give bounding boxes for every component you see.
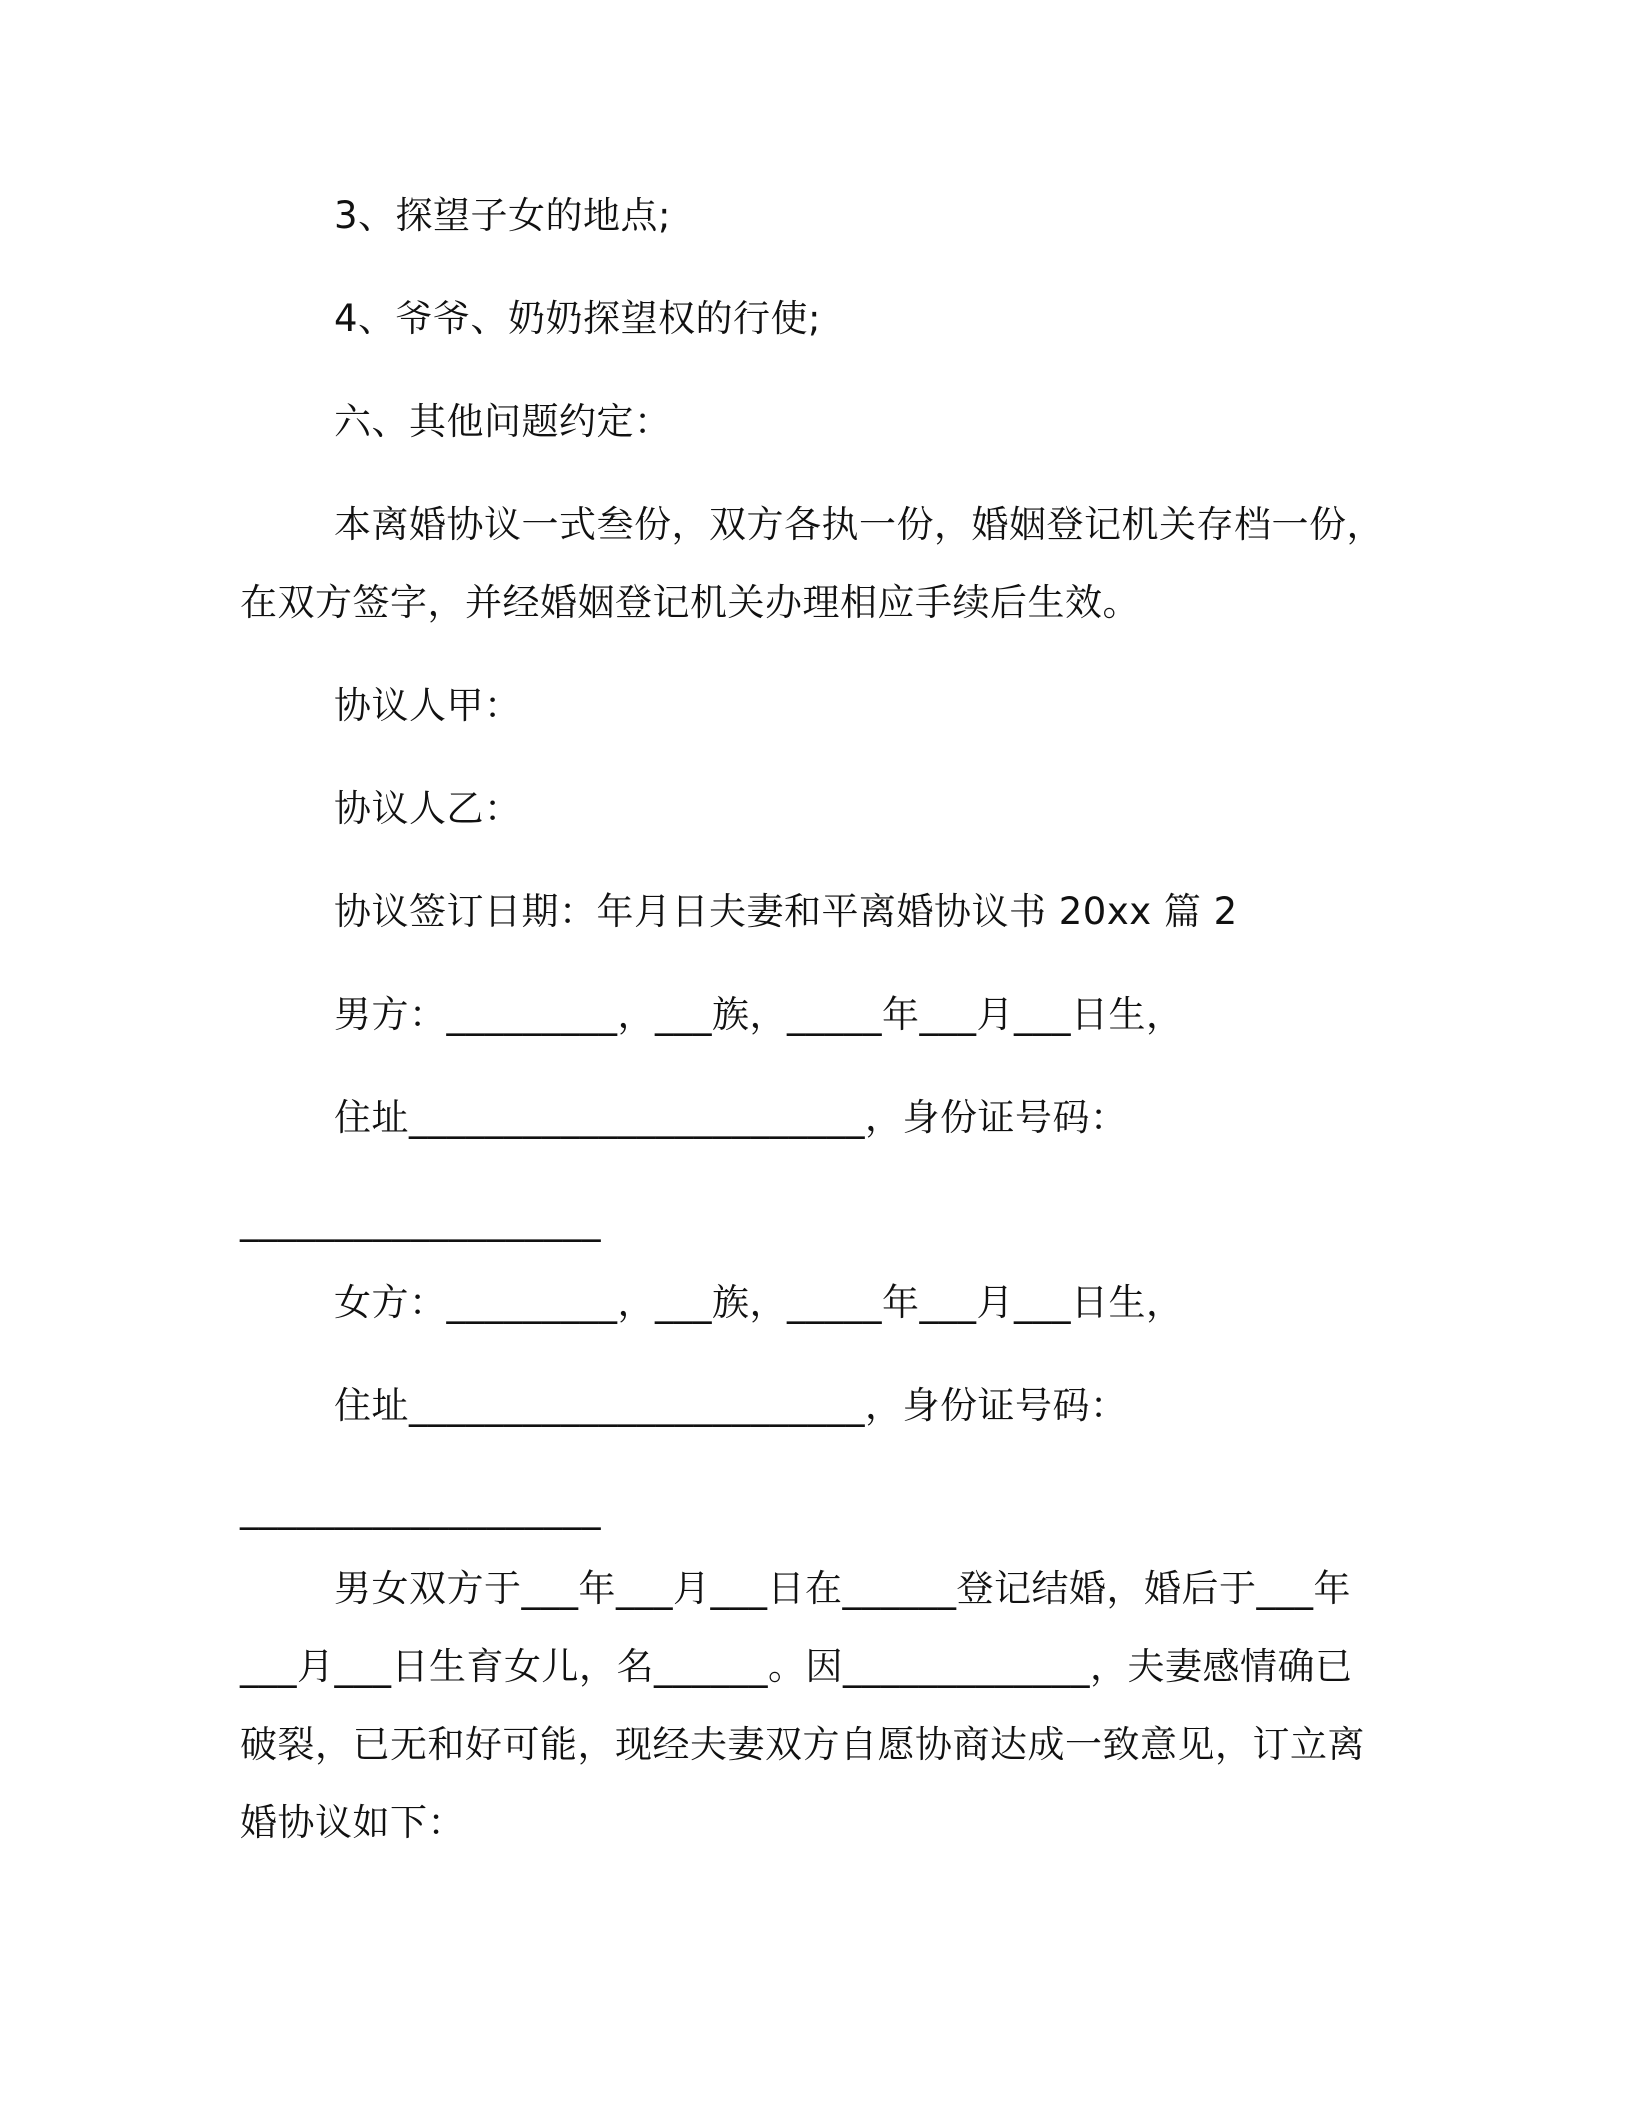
- paragraph-copies-line-2: 在双方签字，并经婚姻登记机关办理相应手续后生效。: [240, 581, 1140, 624]
- paragraph-copies-line-1: 本离婚协议一式叁份，双方各执一份，婚姻登记机关存档一份，: [334, 503, 1384, 546]
- list-item-grandparents-visitation: 4、爷爷、奶奶探望权的行使;: [334, 297, 822, 340]
- signature-party-b: 协议人乙：: [334, 787, 522, 830]
- male-address-line: 住址________________________，身份证号码：: [334, 1096, 1128, 1139]
- female-address-line: 住址________________________，身份证号码：: [334, 1384, 1128, 1427]
- list-item-visit-location: 3、探望子女的地点;: [334, 194, 672, 237]
- female-id-blank: ___________________: [240, 1487, 601, 1530]
- female-info-line: 女方：_________，___族，_____年___月___日生，: [334, 1281, 1184, 1324]
- marriage-paragraph-line-1: 男女双方于___年___月___日在______登记结婚，婚后于___年: [334, 1567, 1351, 1610]
- male-info-line: 男方：_________，___族，_____年___月___日生，: [334, 993, 1184, 1036]
- section-heading-other-issues: 六、其他问题约定：: [334, 400, 672, 443]
- marriage-paragraph-line-4: 婚协议如下：: [240, 1801, 465, 1844]
- male-id-blank: ___________________: [240, 1199, 601, 1242]
- marriage-paragraph-line-3: 破裂，已无和好可能，现经夫妻双方自愿协商达成一致意见，订立离: [240, 1723, 1365, 1766]
- signature-party-a: 协议人甲：: [334, 684, 522, 727]
- signing-date-and-title: 协议签订日期：年月日夫妻和平离婚协议书 20xx 篇 2: [334, 890, 1238, 933]
- marriage-paragraph-line-2: ___月___日生育女儿，名______。因_____________，夫妻感情确已: [240, 1645, 1353, 1688]
